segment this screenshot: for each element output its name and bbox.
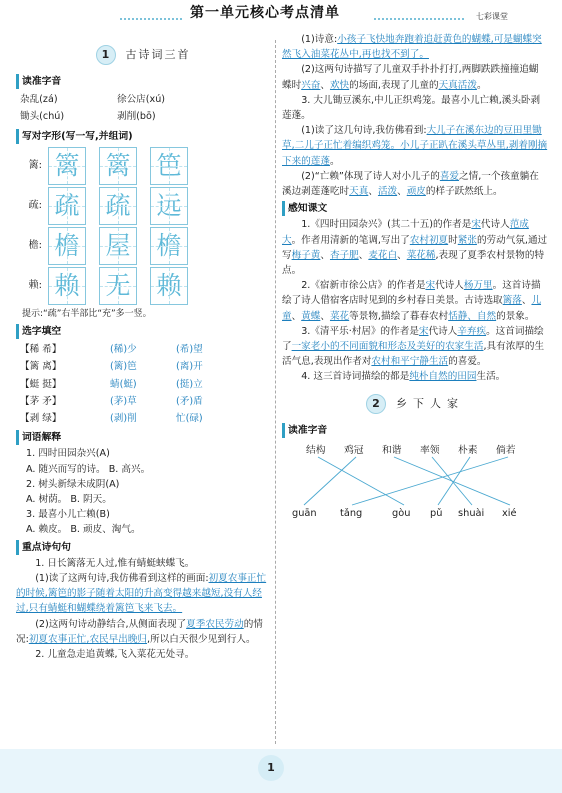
poem-question (282, 169, 548, 199)
hanzi-label: 檐: (28, 240, 42, 252)
fill-table (16, 340, 270, 428)
key-question (16, 617, 270, 647)
answer-text: 兴奋 (301, 79, 321, 91)
question-text: 之情,一个孩童躺在溪边剥莲蓬吃时 (282, 170, 539, 198)
explain-line: 2. 树头新绿未成阴(A) (26, 478, 120, 490)
feel-paragraph (282, 324, 548, 370)
question-text: 、 (397, 186, 407, 198)
question-text: 的劳动气氛,通过写 (282, 234, 548, 261)
answer-text: 喜爱 (439, 170, 460, 182)
hanzi-box: 篱 (99, 147, 137, 185)
match-pinyin: pǔ (430, 507, 443, 519)
question-text: 代诗人 (480, 219, 510, 231)
right-column (282, 32, 548, 523)
hanzi-box: 笆 (150, 147, 188, 185)
hanzi-box: 疏 (48, 187, 86, 225)
fill-row (18, 377, 268, 392)
read-item: 杂乱(zá) (20, 94, 58, 106)
key-poem-line: 2. 儿童急走追黄蝶,飞入菜花无处寻。 (35, 649, 195, 661)
question-text: 3.《清平乐·村居》的作者是 (301, 325, 419, 337)
fill-cell: 【蜓 挺】 (20, 378, 62, 390)
key-question (16, 571, 270, 617)
answer-text: 菜花 (329, 310, 350, 322)
answer-text: 小孩子飞快地奔跑着追赶黄色的蝴蝶,可是蝴蝶突然飞入油菜花丛中,再也找不到了。 (282, 34, 542, 61)
poem-question (282, 123, 548, 169)
match-pinyin: xié (502, 507, 517, 519)
header-dots-left (120, 18, 182, 20)
explain-line: A. 树荫。 B. 阴天。 (26, 494, 112, 506)
question-text: 、 (291, 310, 302, 322)
section-number: 2 (366, 394, 386, 414)
answer-text: 农村初夏 (409, 234, 449, 246)
answer-text: 大儿子在溪东边的豆田里锄草,二儿子正忙着编织鸡笼。小儿子正趴在溪头草丛里,剥着刚摘下来的莲蓬 (282, 125, 548, 167)
feel-paragraph (282, 217, 548, 278)
hanzi-label: 赖: (28, 280, 42, 292)
match-word: 倘若 (496, 444, 516, 456)
fill-cell: 忙(碌) (176, 413, 203, 425)
hanzi-box: 檐 (48, 227, 86, 265)
hanzi-row (16, 267, 270, 305)
question-text: 、 (320, 249, 330, 261)
hanzi-box: 赖 (48, 267, 86, 305)
left-column (16, 38, 270, 662)
poem-question (282, 32, 548, 62)
fill-cell: (离)开 (176, 361, 203, 373)
section-title (16, 44, 270, 66)
feel-label: 感知课文 (282, 201, 327, 216)
write-label: 写对字形(写一写,并组词) (16, 129, 133, 144)
question-text: 、 (358, 249, 369, 261)
hanzi-row (16, 147, 270, 185)
question-text: 、 (397, 249, 407, 261)
question-text: 。这首词描绘了 (282, 325, 544, 353)
key-poem-line: 3. 大儿锄豆溪东,中儿正织鸡笼。最喜小儿亡赖,溪头卧剥莲蓬。 (282, 94, 541, 122)
key-poem-line: 1. 日长篱落无人过,惟有蜻蜓蛱蝶飞。 (35, 557, 195, 569)
page-header (0, 0, 562, 30)
fill-cell: (希)望 (176, 344, 203, 356)
match-line (352, 457, 508, 505)
question-text: 的景象。 (496, 310, 535, 322)
answer-text: 宋 (471, 219, 481, 231)
question-text: (2)这两句诗动静结合,从侧面表现了 (35, 618, 187, 630)
explain-line: 1. 四时田园杂兴(A) (26, 448, 110, 460)
feel-paragraph (282, 369, 548, 384)
question-text: 4. 这三首诗词描绘的都是 (301, 371, 410, 383)
question-text: 的情况: (16, 618, 263, 645)
answer-text: 一家老小的不同面貌和形态及美好的农家生活 (291, 341, 484, 353)
fill-cell: 【剥 绿】 (20, 413, 62, 425)
section-title (282, 393, 548, 415)
fill-row (18, 394, 268, 409)
answer-text: 儿童 (282, 295, 542, 322)
hint-text: 提示:“疏”右半部比“充”多一竖。 (22, 308, 152, 319)
hanzi-row (16, 187, 270, 225)
hanzi-box: 无 (99, 267, 137, 305)
question-text: 。 (476, 79, 487, 91)
read-label: 读准字音 (282, 423, 327, 438)
answer-text: 天真活泼 (438, 79, 477, 91)
question-text: (2)这两句诗描写了儿童双手扑扑打打,两脚跌跌撞撞追蝴蝶时 (282, 64, 539, 91)
match-line (318, 457, 404, 505)
answer-text: 篱落 (502, 295, 522, 307)
match-line (438, 457, 470, 505)
answer-text: 黄蝶 (301, 310, 321, 322)
question-text: 、 (368, 186, 378, 198)
question-text: 时 (448, 234, 458, 246)
brand-logo-text: 七彩课堂 (476, 12, 508, 21)
match-line (432, 457, 472, 505)
read-row (18, 109, 268, 124)
question-text: ,表现了夏季农村景物的特点。 (282, 249, 545, 277)
answer-text: 宋 (425, 280, 436, 292)
hanzi-row (16, 227, 270, 265)
read-row (18, 92, 268, 107)
hanzi-box: 屋 (99, 227, 137, 265)
question-text: 1.《四时田园杂兴》(其二十五)的作者是 (301, 219, 472, 231)
question-text: 、 (521, 295, 532, 307)
answer-text: 活泼 (377, 186, 398, 198)
answer-text: 恬静、自然 (448, 310, 497, 322)
answer-text: 菜花稀 (406, 249, 436, 261)
explain-line: 3. 最喜小儿亡赖(B) (26, 509, 110, 521)
section-name: 古诗词三首 (125, 48, 191, 62)
match-word: 鸡冠 (344, 444, 364, 456)
page-footer (0, 749, 562, 793)
question-text: 。 (329, 155, 340, 167)
fill-row (18, 359, 268, 374)
answer-text: 农村和平宁静生活 (371, 356, 449, 368)
answer-text: 初夏农事正忙,农民早出晚归 (28, 633, 148, 645)
question-text: (2)“亡赖”体现了诗人对小儿子的 (301, 170, 440, 182)
answer-text: 麦花白 (368, 249, 398, 261)
explain-label: 词语解释 (16, 430, 61, 445)
answer-text: 顽皮 (406, 186, 426, 198)
column-divider (275, 40, 276, 744)
fill-cell: 【篱 离】 (20, 361, 62, 373)
read-item: 锄头(chú) (20, 111, 65, 123)
match-pinyin: guān (292, 507, 317, 519)
fill-cell: 【茅 矛】 (20, 395, 62, 407)
question-text: 等景物,描绘了暮春农村 (349, 310, 449, 322)
match-word: 结构 (306, 444, 326, 456)
hanzi-box: 篱 (48, 147, 86, 185)
fill-cell: (稀)少 (110, 344, 137, 356)
match-pinyin: tǎng (340, 507, 363, 519)
read-label: 读准字音 (16, 74, 61, 89)
answer-text: 辛弃疾 (457, 325, 487, 337)
answer-text: 欢快 (329, 79, 350, 91)
fill-cell: (剥)削 (110, 413, 137, 425)
fill-cell: 蜻(蜓) (110, 378, 137, 390)
fill-cell: (茅)草 (110, 395, 137, 407)
header-dots-right (374, 18, 464, 20)
question-text: 、 (320, 310, 330, 322)
match-word: 和谐 (382, 444, 402, 456)
section-number: 1 (96, 45, 116, 65)
question-text: (1)读了这两句诗,我仿佛看到这样的画面: (35, 573, 209, 585)
page-title: 第一单元核心考点清单 (190, 5, 340, 21)
question-text: 的喜爱。 (448, 356, 487, 368)
feel-paragraph (282, 278, 548, 324)
fill-cell: (矛)盾 (176, 395, 203, 407)
read-item: 剥削(bō) (117, 111, 156, 123)
fill-cell: (挺)立 (176, 378, 203, 390)
answer-text: 天真 (349, 186, 369, 198)
key-label: 重点诗句句 (16, 540, 71, 555)
read-table (16, 90, 270, 126)
answer-text: 夏季农民劳动 (186, 618, 244, 630)
question-text: 代诗人 (435, 280, 464, 292)
hanzi-grid (16, 147, 270, 305)
answer-text: 纯朴自然的田园 (409, 371, 477, 383)
page-number: 1 (258, 755, 284, 781)
question-text: 的样子跃然纸上。 (425, 186, 503, 198)
answer-text: 梅子黄 (291, 249, 321, 261)
hanzi-label: 篱: (28, 160, 42, 172)
question-text: (1)读了这几句诗,我仿佛看到: (301, 125, 427, 137)
answer-text: 宋 (418, 325, 429, 337)
answer-text: 杏子肥 (329, 249, 359, 261)
fill-label: 选字填空 (16, 324, 61, 339)
question-text: 、 (320, 79, 330, 91)
read-item: 徐公店(xú) (117, 94, 166, 106)
question-text: 。作者用清新的笔调,写出了 (291, 234, 410, 246)
question-text: ,所以白天很少见到行人。 (147, 633, 256, 645)
explain-line: A. 赖皮。 B. 顽皮、淘气。 (26, 524, 141, 536)
fill-cell: (篱)笆 (110, 361, 137, 373)
fill-row (18, 342, 268, 357)
match-pinyin: gòu (392, 507, 411, 519)
hanzi-box: 疏 (99, 187, 137, 225)
section-name: 乡下人家 (396, 397, 464, 411)
question-text: 的场面,表现了儿童的 (349, 79, 439, 91)
fill-cell: 【稀 希】 (20, 344, 62, 356)
answer-text: 范成大 (282, 219, 529, 246)
hanzi-box: 远 (150, 187, 188, 225)
answer-text: 紧张 (457, 234, 477, 246)
explain-line: A. 随兴而写的诗。 B. 高兴。 (26, 463, 151, 475)
hanzi-box: 檐 (150, 227, 188, 265)
pinyin-match (282, 443, 548, 523)
hanzi-box: 赖 (150, 267, 188, 305)
question-text: 生活。 (476, 371, 506, 383)
match-pinyin: shuài (458, 507, 485, 519)
question-text: 代诗人 (428, 325, 458, 337)
question-text: 2.《宿新市徐公店》的作者是 (301, 280, 426, 292)
poem-question (282, 62, 548, 92)
question-text: ,具有浓厚的生活气息,表现出作者对 (282, 341, 545, 368)
match-word: 朴素 (458, 444, 478, 456)
hanzi-label: 疏: (28, 200, 42, 212)
match-word: 率领 (420, 444, 440, 456)
question-text: 。这首诗描绘了诗人借宿客店时见到的乡村春日美景。古诗选取 (282, 280, 541, 307)
fill-row (18, 411, 268, 426)
question-text: (1)诗意: (301, 34, 338, 45)
answer-text: 杨万里 (463, 280, 493, 292)
answer-text: 初夏农事正忙的时候,篱笆的影子随着太阳的升高变得越来越短,没有人经过,只有蜻蜓和蝴蝶绕着篱笆飞来飞去。 (16, 573, 267, 615)
